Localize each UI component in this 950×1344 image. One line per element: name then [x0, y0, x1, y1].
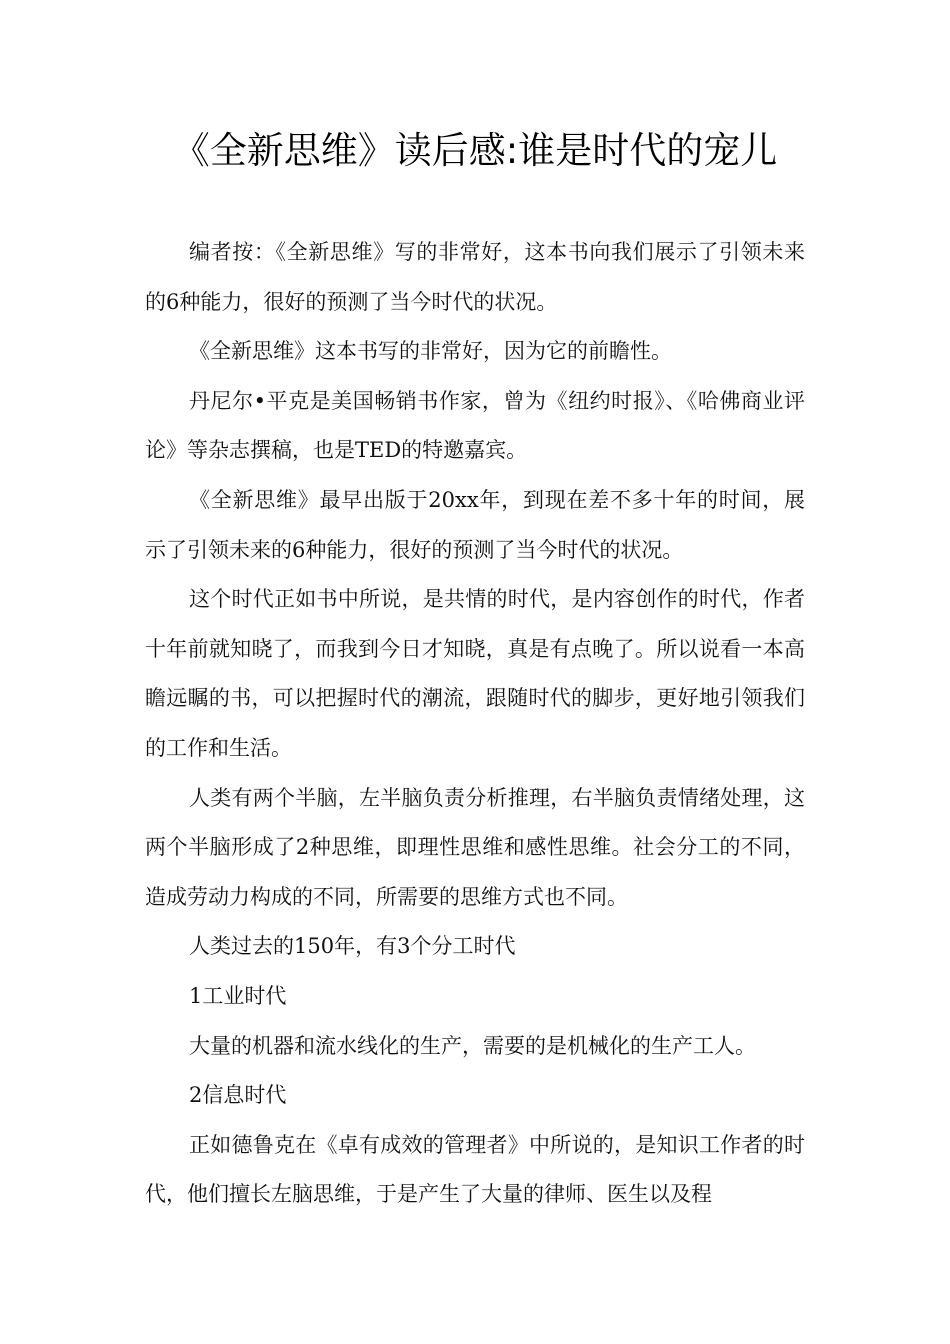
section-heading-information-age: 2信息时代: [189, 1083, 287, 1108]
paragraph: 人类过去的150年，有3个分工时代: [189, 934, 516, 959]
document-body: [145, 228, 805, 1220]
paragraph: 丹尼尔•平克是美国畅销书作家，曾为《纽约时报》、《哈佛商业评论》等杂志撰稿，也是TED的特邀嘉宾。: [145, 388, 805, 463]
paragraph: 这个时代正如书中所说，是共情的时代，是内容创作的时代，作者十年前就知晓了，而我到今日才知晓，真是有点晚了。所以说看一本高瞻远瞩的书，可以把握时代的潮流，跟随时代的脚步，更好地引领我们的工作和生活。: [145, 587, 805, 760]
document-title: 《全新思维》读后感:谁是时代的宠儿: [172, 129, 778, 172]
paragraph: 《全新思维》最早出版于20xx年，到现在差不多十年的时间，展示了引领未来的6种能力，很好的预测了当今时代的状况。: [145, 487, 805, 562]
paragraph-editor-note: 编者按：《全新思维》写的非常好，这本书向我们展示了引领未来的6种能力，很好的预测了当今时代的状况。: [145, 240, 805, 314]
section-heading-industrial-age: 1工业时代: [189, 983, 287, 1008]
paragraph: 大量的机器和流水线化的生产，需要的是机械化的生产工人。: [189, 1033, 756, 1058]
paragraph: 《全新思维》这本书写的非常好，因为它的前瞻性。: [189, 339, 672, 364]
paragraph: 正如德鲁克在《卓有成效的管理者》中所说的，是知识工作者的时代，他们擅长左脑思维，于是产生了大量的律师、医生以及程: [145, 1132, 805, 1207]
paragraph: 人类有两个半脑，左半脑负责分析推理，右半脑负责情绪处理，这两个半脑形成了2种思维，即理性思维和感性思维。社会分工的不同，造成劳动力构成的不同，所需要的思维方式也不同。: [145, 785, 805, 909]
